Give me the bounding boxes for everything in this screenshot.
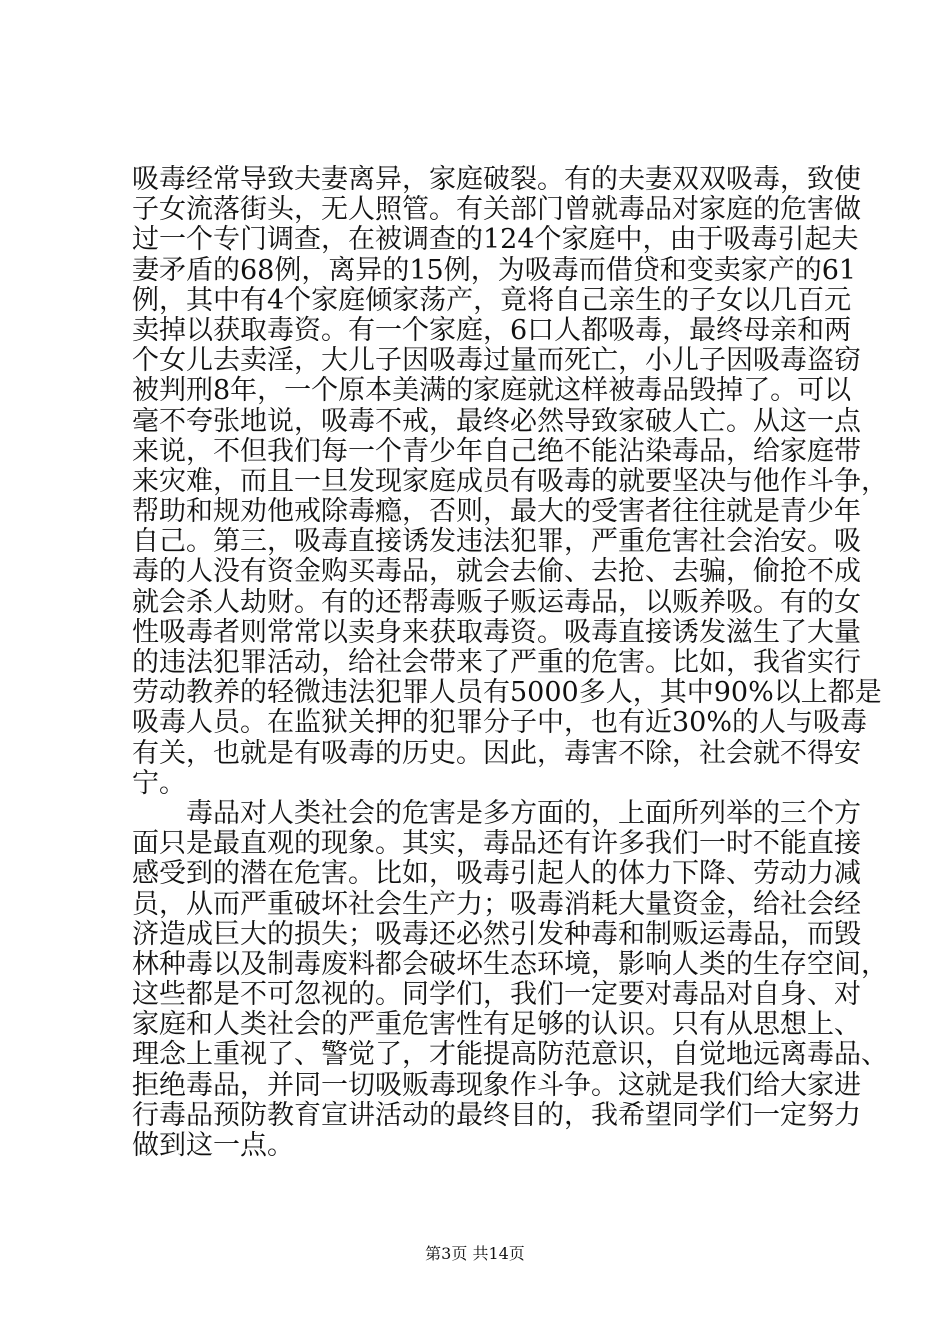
text-line: 个女儿去卖淫，大儿子因吸毒过量而死亡，小儿子因吸毒盗窃: [132, 345, 861, 377]
text-line: 吸毒人员。在监狱关押的犯罪分子中，也有近30%的人与吸毒: [132, 707, 868, 739]
text-line: 吸毒经常导致夫妻离异，家庭破裂。有的夫妻双双吸毒，致使: [132, 164, 861, 195]
text-line: 来说，不但我们每一个青少年自己绝不能沾染毒品，给家庭带: [132, 435, 861, 467]
text-line: 行毒品预防教育宣讲活动的最终目的，我希望同学们一定努力: [132, 1099, 861, 1131]
page-number-footer: 第3页 共14页: [425, 1244, 525, 1263]
text-line: 性吸毒者则常常以卖身来获取毒资。吸毒直接诱发滋生了大量: [132, 616, 861, 648]
text-line: 妻矛盾的68例，离异的15例，为吸毒而借贷和变卖家产的61: [132, 254, 857, 286]
text-line: 帮助和规劝他戒除毒瘾，否则，最大的受害者往往就是青少年: [132, 496, 861, 528]
text-line: 毒品对人类社会的危害是多方面的，上面所列举的三个方: [132, 797, 861, 829]
text-line: 例，其中有4个家庭倾家荡产，竟将自己亲生的子女以几百元: [132, 284, 852, 316]
text-line: 过一个专门调查，在被调查的124个家庭中，由于吸毒引起夫: [132, 224, 859, 256]
text-line: 面只是最直观的现象。其实，毒品还有许多我们一时不能直接: [132, 828, 861, 860]
text-line: 理念上重视了、警觉了，才能提高防范意识，自觉地远离毒品、: [132, 1039, 888, 1071]
text-line: 济造成巨大的损失；吸毒还必然引发种毒和制贩运毒品，而毁: [132, 918, 861, 950]
text-line: 子女流落街头，无人照管。有关部门曾就毒品对家庭的危害做: [132, 194, 861, 226]
text-line: 感受到的潜在危害。比如，吸毒引起人的体力下降、劳动力减: [132, 858, 861, 890]
text-line: 做到这一点。: [132, 1130, 294, 1161]
text-line: 毒的人没有资金购买毒品，就会去偷、去抢、去骗，偷抢不成: [132, 556, 861, 588]
text-line: 宁。: [132, 767, 186, 799]
text-line: 毫不夸张地说，吸毒不戒，最终必然导致家破人亡。从这一点: [132, 405, 861, 437]
text-line: 来灾难，而且一旦发现家庭成员有吸毒的就要坚决与他作斗争，: [132, 465, 888, 497]
text-line: 拒绝毒品，并同一切吸贩毒现象作斗争。这就是我们给大家进: [132, 1069, 861, 1101]
text-line: 家庭和人类社会的严重危害性有足够的认识。只有从思想上、: [132, 1009, 861, 1041]
text-line: 卖掉以获取毒资。有一个家庭，6口人都吸毒，最终母亲和两: [132, 314, 852, 346]
text-line: 就会杀人劫财。有的还帮毒贩子贩运毒品，以贩养吸。有的女: [132, 586, 861, 618]
text-line: 有关，也就是有吸毒的历史。因此，毒害不除，社会就不得安: [132, 737, 861, 769]
text-line: 被判刑8年，一个原本美满的家庭就这样被毒品毁掉了。可以: [132, 375, 852, 407]
document-body: [132, 164, 888, 1161]
text-line: 这些都是不可忽视的。同学们，我们一定要对毒品对自身、对: [132, 979, 861, 1011]
text-line: 员，从而严重破坏社会生产力；吸毒消耗大量资金，给社会经: [132, 888, 861, 920]
text-line: 的违法犯罪活动，给社会带来了严重的危害。比如，我省实行: [132, 647, 861, 678]
text-line: 自己。第三，吸毒直接诱发违法犯罪，严重危害社会治安。吸: [132, 526, 861, 558]
text-line: 劳动教养的轻微违法犯罪人员有5000多人，其中90%以上都是: [132, 677, 882, 709]
text-line: 林种毒以及制毒废料都会破坏生态环境，影响人类的生存空间，: [132, 948, 888, 980]
